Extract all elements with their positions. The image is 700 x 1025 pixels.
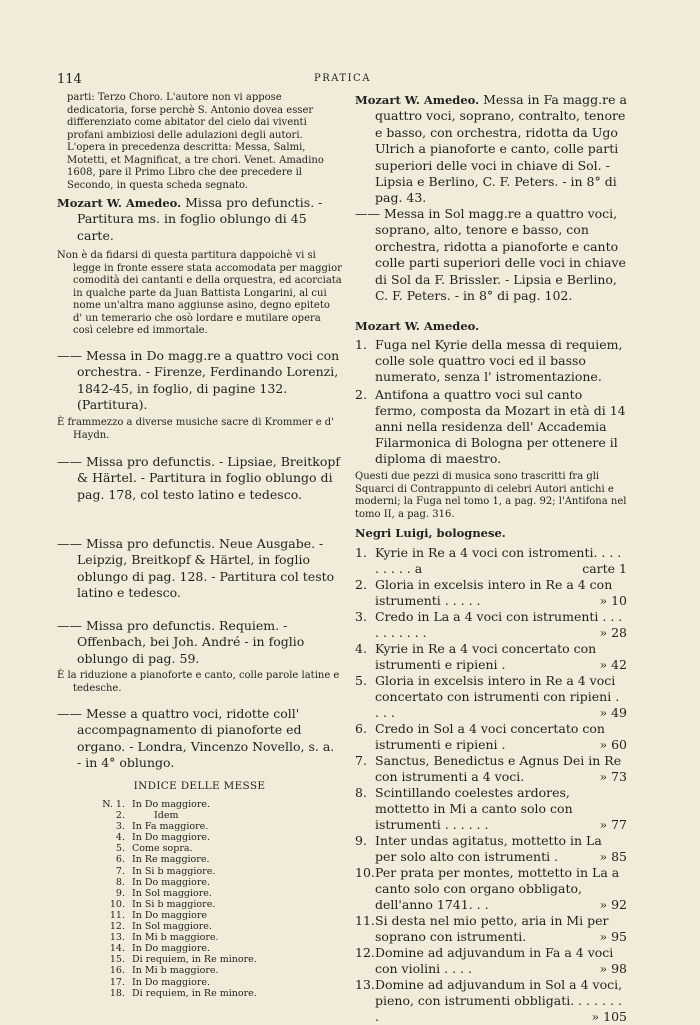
composer-heading-3: Negri Luigi, bolognese. bbox=[355, 526, 506, 540]
entry-missa-neue: —— Missa pro defunctis. Neue Ausgabe. - Leipzig, Breitkopf & Härtel, in foglio oblungo di pag. 128. - Partitura col testo latino e tedesco. bbox=[57, 536, 335, 601]
work-item: 3. Credo in La a 4 voci con istrumenti . . . . . . . . . . » 28 bbox=[355, 609, 627, 641]
entry-messa-do: —— Messa in Do magg.re a quattro voci con orchestra. - Firenze, Ferdinando Lorenzi, 1842-45, in foglio, di pagine 132. (Partitura). bbox=[57, 348, 340, 413]
continued-note: parti: Terzo Choro. L'autore non vi appose dedicatoria, forse perchè S. Antonio dovea esser differenziato come abitator del cielo dai viventi profani ambiziosi delle adulazioni degli autori. L'opera in precedenza descritta: Messa, Salmi, Motetti, et Magnificat, a tre chori. Venet. Amadino 1608, pare il Primo Libro che dee precedere il Secondo, in questa scheda segnato. bbox=[67, 92, 324, 191]
index-item: 12. In Sol maggiore. bbox=[109, 921, 212, 933]
index-item: 17. In Do maggiore. bbox=[109, 976, 211, 988]
index-item: 10. In Si b maggiore. bbox=[109, 898, 216, 910]
page-number: 114 bbox=[57, 72, 82, 87]
index-item: 9. In Sol maggiore. bbox=[115, 887, 212, 899]
entry-messe-novello: —— Messe a quattro voci, ridotte coll' accompagnamento di pianoforte ed organo. - Londra, Vincenzo Novello, s. a. - in 4° oblungo. bbox=[57, 706, 335, 771]
composer-heading-2: Mozart W. Amedeo. bbox=[355, 319, 480, 333]
work-item: 10. Per prata per montes, mottetto in La a canto solo con organo obbligato, dell'anno 1741. . . » 92 bbox=[355, 865, 627, 913]
work-item: 8. Scintillando coelestes ardores, mottetto in Mi a canto solo con istrumenti . . . . . . » 77 bbox=[355, 785, 627, 833]
note-riduzione: È la riduzione a pianoforte e canto, colle parole latine e tedesche. bbox=[57, 670, 340, 694]
index-item: 4. In Do maggiore. bbox=[115, 832, 211, 844]
composer-heading: Mozart W. Amedeo. bbox=[355, 93, 480, 107]
mozart-pieces bbox=[355, 337, 627, 467]
work-item: 5. Gloria in excelsis intero in Re a 4 voci concertato con istrumenti con ripieni . . . . » 49 bbox=[355, 673, 627, 721]
left-column bbox=[57, 92, 342, 999]
note-partitura: Non è da fidarsi di questa partitura dappoichè vi si legge in fronte essere stata accomodata per maggior comodità dei cantanti e della orquestra, ed acorciata in qualche parte da Juan Battista Longarini, al cui nome un'altra mano aggiunse asino, degno epiteto d' un temerario che osò lordare e mutilare opera così celebre ed immortale. bbox=[57, 250, 342, 336]
work-item: 7. Sanctus, Benedictus e Agnus Dei in Re con istrumenti a 4 voci. » 73 bbox=[355, 753, 627, 785]
index-item: 7. In Si b maggiore. bbox=[115, 865, 216, 877]
entry-messa-fa bbox=[355, 92, 627, 206]
entry-messa-sol: —— Messa in Sol magg.re a quattro voci, soprano, alto, tenore e basso, con orchestra, ridotta a pianoforte e canto colle parti superiori delle voci in chiave di Sol da F. Brissler. - Lipsia e Berlino, C. F. Peters. - in 8° di pag. 102. bbox=[355, 206, 626, 304]
entry-missa-requiem: —— Missa pro defunctis. Requiem. - Offenbach, bei Joh. André - in foglio oblungo di pag. 59. bbox=[57, 618, 305, 666]
index-item: 5. Come sopra. bbox=[115, 843, 193, 855]
entry-text: Missa pro defunctis. - Partitura ms. in foglio oblungo di 45 carte. bbox=[77, 195, 323, 243]
index-item: 18. Di requiem, in Re minore. bbox=[109, 987, 257, 999]
index-item: 16. In Mi b maggiore. bbox=[109, 965, 219, 977]
index-item: 2. Idem bbox=[115, 810, 179, 822]
entry-text: Messa in Fa magg.re a quattro voci, soprano, contralto, tenore e basso, con orchestra, ridotta da Ugo Ulrich a pianoforte e canto, colle parti superiori delle voci in chiave di Sol. - Lipsia e Berlino, C. F. Peters. - in 8° di pag. 43. bbox=[375, 92, 627, 206]
work-item: 13. Domine ad adjuvandum in Sol a 4 voci, pieno, con istrumenti obbligati. . . . . . . . » 105 bbox=[355, 977, 627, 1025]
index-item: 6. In Re maggiore. bbox=[115, 854, 210, 866]
work-item: 2. Gloria in excelsis intero in Re a 4 con istrumenti . . . . . » 10 bbox=[355, 577, 627, 609]
list-item: 2. Antifona a quattro voci sul canto fermo, composta da Mozart in età di 14 anni nella residenza dell' Accademia Filarmonica di Bologna per ottenere il diploma di maestro. bbox=[355, 387, 626, 466]
work-item: 12. Domine ad adjuvandum in Fa a 4 voci con violini . . . . » 98 bbox=[355, 945, 627, 977]
work-item: 6. Credo in Sol a 4 voci concertato con istrumenti e ripieni . » 60 bbox=[355, 721, 627, 753]
right-column bbox=[355, 92, 627, 1025]
list-item: 1. Fuga nel Kyrie della messa di requiem, colle sole quattro voci ed il basso numerato, senza l' istromentazione. bbox=[355, 337, 623, 384]
note-krommer: È frammezzo a diverse musiche sacre di Krommer e d' Haydn. bbox=[57, 417, 334, 441]
entry-missa-ms bbox=[57, 195, 342, 244]
composer-heading: Mozart W. Amedeo. bbox=[57, 196, 182, 210]
index-item: N. 1. In Do maggiore. bbox=[102, 799, 211, 810]
work-item: 1. Kyrie in Re a 4 voci con istromenti. . . . . . . . . a carte 1 bbox=[355, 545, 627, 577]
index-list bbox=[57, 799, 342, 999]
index-item: 13. In Mi b maggiore. bbox=[109, 932, 219, 944]
negri-works bbox=[355, 545, 627, 1025]
index-item: 15. Di requiem, in Re minore. bbox=[109, 954, 257, 966]
work-item: 11. Si desta nel mio petto, aria in Mi per soprano con istrumenti. » 95 bbox=[355, 913, 627, 945]
index-item: 14. In Do maggiore. bbox=[109, 943, 211, 955]
work-item: 9. Inter undas agitatus, mottetto in La per solo alto con istrumenti . » 85 bbox=[355, 833, 627, 865]
index-title: INDICE DELLE MESSE bbox=[133, 780, 266, 792]
entry-missa-lipsiae: —— Missa pro defunctis. - Lipsiae, Breitkopf & Härtel. - Partitura in foglio oblungo di pag. 178, col testo latino e tedesco. bbox=[57, 454, 341, 502]
index-item: 11. In Do maggiore bbox=[109, 909, 208, 921]
note-squarci: Questi due pezzi di musica sono trascritti fra gli Squarci di Contrappunto di celebri Autori antichi e moderni; la Fuga nel tomo 1, a pag. 92; l'Antifona nel tomo II, a pag. 316. bbox=[355, 471, 627, 520]
work-item: 4. Kyrie in Re a 4 voci concertato con istrumenti e ripieni . » 42 bbox=[355, 641, 627, 673]
index-item: 8. In Do maggiore. bbox=[115, 876, 211, 888]
running-title: PRATICA bbox=[314, 73, 371, 84]
index-item: 3. In Fa maggiore. bbox=[115, 821, 209, 833]
